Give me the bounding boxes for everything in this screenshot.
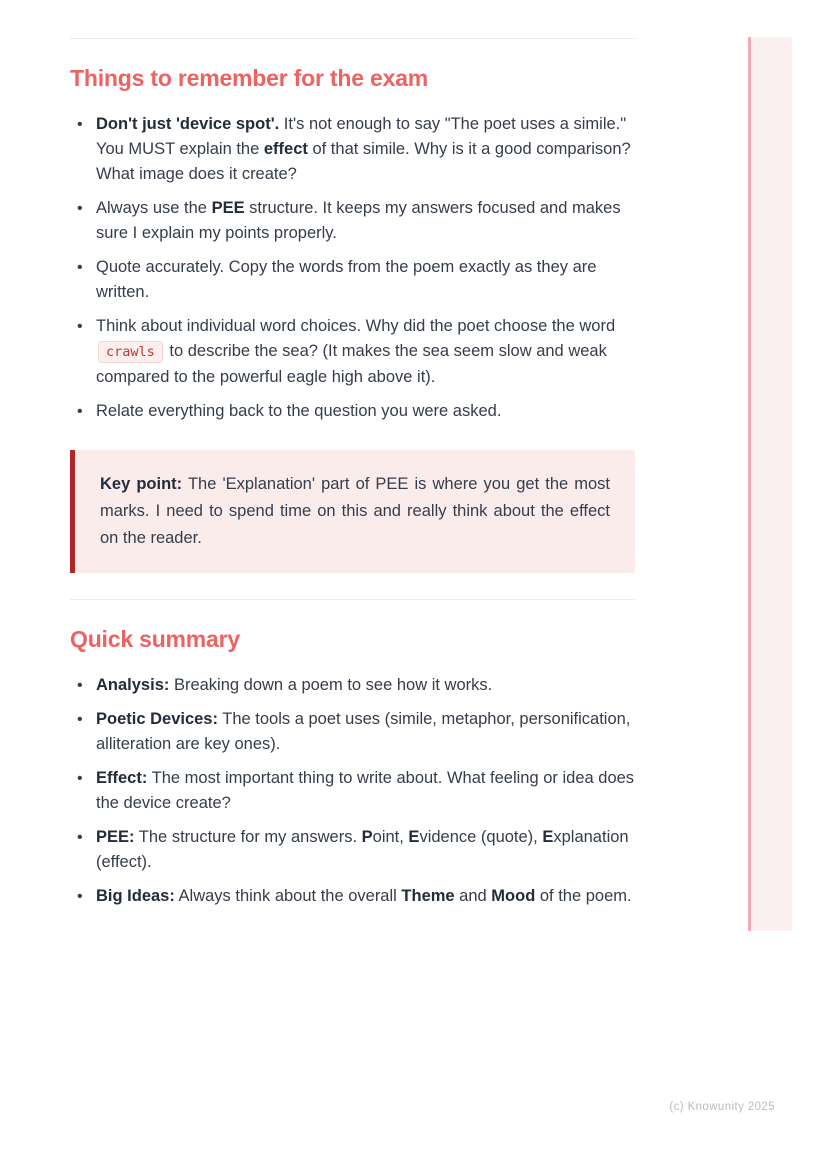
list-item: • Relate everything back to the question you were asked. xyxy=(70,399,635,424)
key-point-callout xyxy=(70,450,635,573)
list-item: • Don't just 'device spot'. It's not enough to say "The poet uses a simile." You MUST explain the effect of that simile. Why is it a good comparison? What image does it create? xyxy=(70,112,635,187)
list-item: • Quote accurately. Copy the words from the poem exactly as they are written. xyxy=(70,255,635,305)
section-heading-exam: Things to remember for the exam xyxy=(70,65,429,91)
list-item: • Analysis: Breaking down a poem to see how it works. xyxy=(70,673,635,698)
copyright-footer: (c) Knowunity 2025 xyxy=(669,1101,775,1113)
page-edge-stripe xyxy=(748,37,792,931)
list-item: • Think about individual word choices. Why did the poet choose the word crawls to describe the sea? (It makes the sea seem slow and weak compared to the powerful eagle high above it). xyxy=(70,314,635,390)
quick-summary-list xyxy=(70,673,635,909)
inline-code-chip: crawls xyxy=(98,341,163,363)
section-divider xyxy=(70,599,635,600)
exam-tips-list xyxy=(70,112,635,424)
section-divider xyxy=(70,38,635,39)
section-heading-summary: Quick summary xyxy=(70,626,240,652)
list-item: • Always use the PEE structure. It keeps my answers focused and makes sure I explain my points properly. xyxy=(70,196,635,246)
content-column xyxy=(70,0,635,918)
key-point-text: Key point: The 'Explanation' part of PEE is where you get the most marks. I need to spend time on this and really think about the effect on the reader. xyxy=(100,475,611,547)
list-item: • Effect: The most important thing to write about. What feeling or idea does the device create? xyxy=(70,766,635,816)
list-item: • Poetic Devices: The tools a poet uses (simile, metaphor, personification, alliteration are key ones). xyxy=(70,707,635,757)
list-item: • PEE: The structure for my answers. Point, Evidence (quote), Explanation (effect). xyxy=(70,825,635,875)
list-item: • Big Ideas: Always think about the overall Theme and Mood of the poem. xyxy=(70,884,635,909)
